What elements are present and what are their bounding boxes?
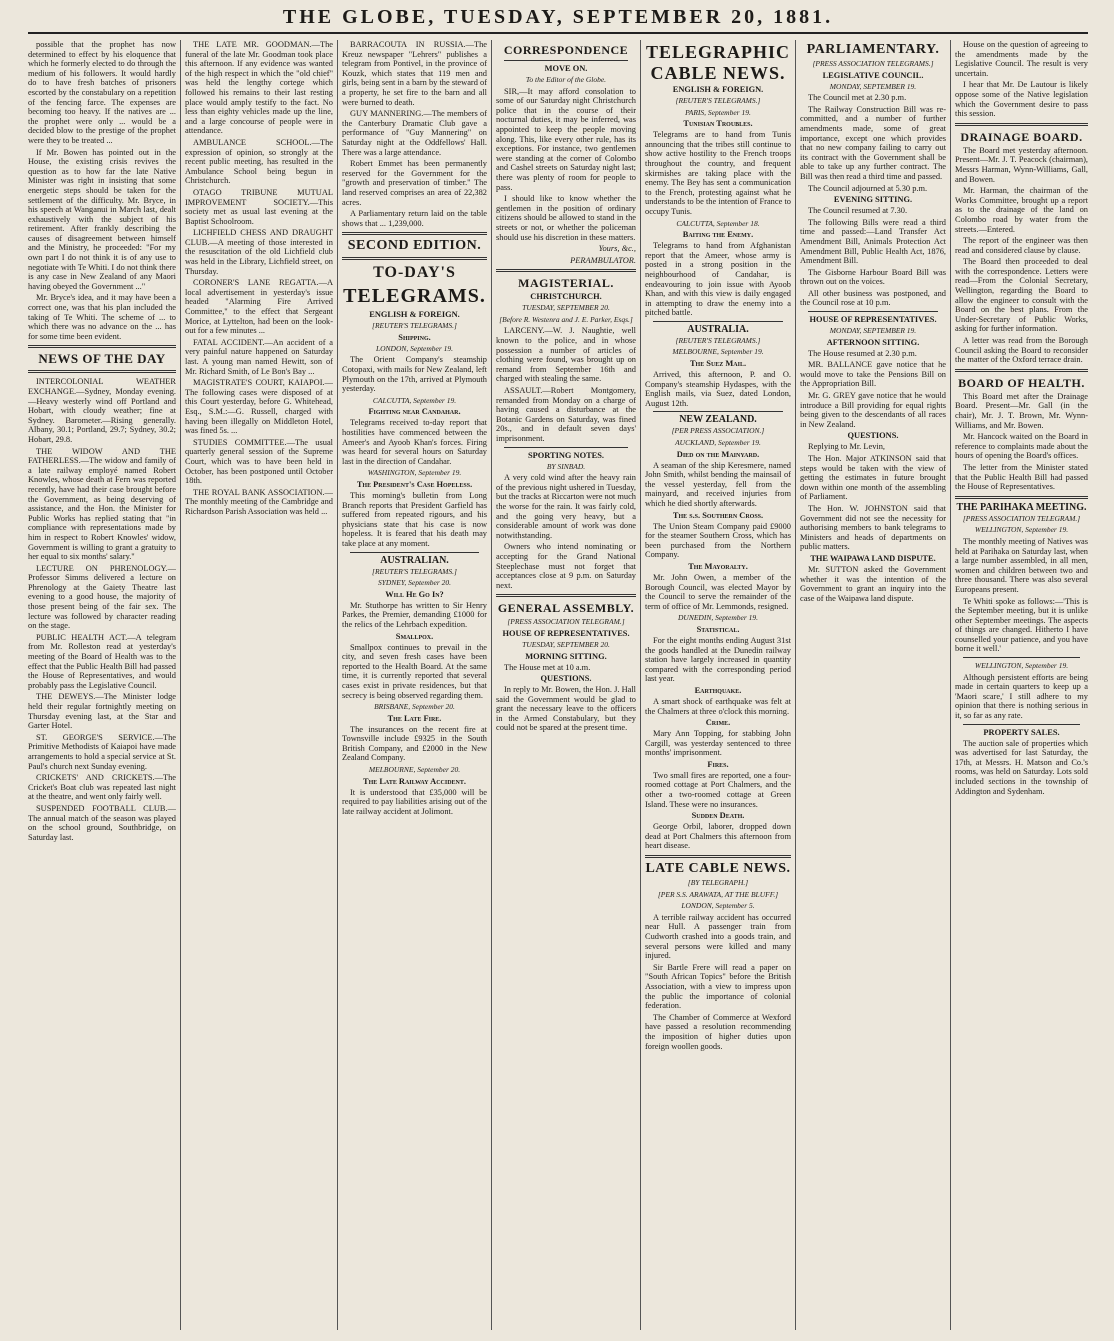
dateline: LONDON, September 5.: [681, 901, 755, 911]
column-rule: [640, 40, 641, 1330]
telegram-text: Sir Bartle Frere will read a paper on "South African Topics" before the British Association, with a view to impress upon the public the importance of colonial federation.: [645, 962, 791, 1011]
property-sales-heading: PROPERTY SALES.: [983, 727, 1060, 737]
late-cable-news-heading: LATE CABLE NEWS.: [645, 861, 791, 877]
news-of-the-day-heading: NEWS OF THE DAY: [38, 351, 166, 367]
sporting-heading: SPORTING NOTES.: [527, 450, 605, 460]
telegram-text: Telegrams received to-day report that hostilities have commenced between the Ameer's and Ayoob Khan's forces. Firing was heard for several hours on Saturday last in the direction of Candahar.: [342, 418, 487, 466]
letter-paragraph: SIR,—It may afford consolation to some of our Saturday night Christchurch police that in the course of their nocturnal duties, it may be inferred, was appointed to keep the people moving along. This, like every other rule, has its exceptions. For instance, two gentlemen were standing at the corner of Colombo and Cashel streets on Saturday night last; there was plenty of room for people to pass.: [496, 86, 636, 192]
section-rule: [955, 123, 1088, 126]
subheading: Fighting near Candahar.: [368, 407, 461, 417]
subheading: The Late Fire.: [387, 713, 442, 723]
dateline: CALCUTTA, September 18.: [676, 218, 760, 228]
parliament-text: In reply to Mr. Bowen, the Hon. J. Hall said the Government would be glad to grant the necessary leave to the officers in the Armed Constabulary, but they could not be spared at the present time.: [496, 685, 636, 733]
column-1: [28, 40, 176, 1336]
parliament-text: Mr. SUTTON asked the Government whether it was the intention of the Government to grant an inquiry into the case of the Waipawa land dispute.: [800, 564, 946, 603]
subheading: Died on the Mainyard.: [676, 449, 760, 459]
section-rule: [342, 257, 487, 260]
subheading: AFTERNOON SITTING.: [826, 337, 920, 347]
news-item: AMBULANCE SCHOOL.—The expression of opinion, so strongly at the recent public meeting, has resulted in the Ambulance School being begun in Christchurch.: [185, 137, 333, 186]
subheading: The s.s. Southern Cross.: [672, 510, 764, 520]
todays-heading: TO-DAY'S: [373, 264, 456, 282]
source-line: [REUTER'S TELEGRAMS.]: [372, 321, 457, 331]
column-rule: [337, 40, 338, 1330]
sporting-text: Owners who intend nominating or accepting for the Grand National Steeplechase must not forget that acceptances close at 9 p.m. on Saturday next.: [496, 542, 636, 590]
dateline: DUNEDIN, September 19.: [678, 613, 758, 623]
source-line: [REUTER'S TELEGRAMS.]: [675, 96, 761, 105]
divider: [653, 321, 783, 322]
bench-line: [Before R. Westenra and J. E. Parker, Esqs.]: [499, 314, 633, 324]
subheading: QUESTIONS.: [540, 674, 592, 684]
source-line: [PRESS ASSOCIATION TELEGRAM.]: [507, 617, 625, 627]
subheading: Earthquake.: [694, 685, 742, 695]
news-item: THE ROYAL BANK ASSOCIATION.—The monthly meeting of the Cambridge and Richardson Parish Association was held ...: [185, 487, 333, 516]
dateline: WASHINGTON, September 19.: [367, 468, 462, 478]
news-item: LICHFIELD CHESS AND DRAUGHT CLUB.—A meeting of those interested in the resuscitation of the old Lichfield club was held in the Library, Lichfield street, on Thursday.: [185, 228, 333, 276]
parliamentary-heading: PARLIAMENTARY.: [806, 42, 940, 57]
news-item: MAGISTRATE'S COURT, KAIAPOI.—The following cases were disposed of at this Court yesterday, before G. Whitehead, Esq., S.M.:—G. Russell, charged with having been illegally on Middleton Hotel, was fined 5s. ...: [185, 378, 333, 436]
subheading: Crime.: [705, 718, 731, 728]
parliament-text: The Council resumed at 7.30.: [808, 206, 908, 216]
telegram-text: Mary Ann Topping, for stabbing John Cargill, was yesterday sentenced to three months' imprisonment.: [645, 729, 791, 758]
divider: [504, 447, 628, 448]
source-line: [PER S.S. ARAWATA, AT THE BLUFF.]: [657, 889, 779, 899]
masthead-rule: [28, 32, 1088, 34]
telegram-text: The Orient Company's steamship Cotopaxi, with mails for New Zealand, left Plymouth on the 17th, arrived at Plymouth yesterday.: [342, 355, 487, 394]
cable-news-heading: CABLE NEWS.: [650, 63, 786, 83]
dateline: MONDAY, SEPTEMBER 19.: [829, 326, 917, 336]
news-item: OTAGO TRIBUNE MUTUAL IMPROVEMENT SOCIETY.—This society met as usual last evening at the Baptist Schoolroom.: [185, 187, 333, 226]
article-paragraph: Although persistent efforts are being made in certain quarters to keep up a 'Maori scare,' I still adhere to my opinion that there is nothing serious in it, so far as any rate.: [955, 672, 1088, 721]
divider: [808, 311, 938, 312]
telegram-text: George Orbil, laborer, dropped down dead at Port Chalmers this afternoon from heart disease.: [645, 822, 791, 851]
subheading: The President's Case Hopeless.: [356, 480, 473, 489]
telegram-text: This morning's bulletin from Long Branch reports that President Garfield has suffered from repeated rigours, and his physicians state that his case is now hopeless. It is feared that his death may take place at any moment.: [342, 491, 487, 548]
parliament-text: The Council adjourned at 5.30 p.m.: [808, 183, 928, 193]
parliament-text: The Council met at 2.30 p.m.: [808, 93, 907, 103]
subheading: THE WAIPAWA LAND DISPUTE.: [810, 553, 936, 563]
news-item: THE WIDOW AND THE FATHERLESS.—The widow and family of a late railway employé named Robert Knowles, whose death at Fern was reported recently, have had their case brought before the Government, as being deserving of assistance, and the Hon. the Minister for Public Works has replied stating that "in compliance with representations made by him in respect to Robert Knowles' widow, Government is willing to grant a gratuity to her equal to six months' salary.": [28, 446, 176, 562]
correspondence-heading: CORRESPONDENCE: [503, 43, 629, 57]
telegram-text: A terrible railway accident has occurred near Hull. A passenger train from Cudworth crashed into a goods train, and several persons were killed and many injured.: [645, 912, 791, 961]
sporting-text: A very cold wind after the heavy rain of the previous night ushered in Tuesday, but the tracks at Riccarton were not much the worse for the rain. It was fairly cold, and the going very heavy, but a considerable amount of work was done notwithstanding.: [496, 473, 636, 540]
source-line: [PER PRESS ASSOCIATION.]: [671, 426, 765, 436]
subheading: Statistical.: [696, 624, 740, 634]
divider: [963, 657, 1080, 658]
section-rule: [496, 594, 636, 597]
telegrams-heading: TELEGRAMS.: [343, 285, 486, 308]
news-item: Robert Emmet has been permanently reserved for the Government for the "growth and preservation of timber." The land reserved comprises an area of 22,382 acres.: [342, 159, 487, 207]
parliament-text: The following Bills were read a third time and passed:—Land Transfer Act Amendment Bill, Animals Protection Act Amendment Bill, Public Health Act, 1876, Amendment Bill.: [800, 217, 946, 266]
parliament-text: Replying to Mr. Levin,: [808, 442, 885, 452]
telegram-text: Mr. Stuthorpe has written to Sir Henry Parkes, the Premier, demanding £1000 for the relics of the Lehrbach expedition.: [342, 600, 487, 629]
dateline: BRISBANE, September 20.: [374, 702, 455, 712]
subheading: QUESTIONS.: [847, 431, 899, 441]
news-item: LECTURE ON PHRENOLOGY.—Professor Simms delivered a lecture on Phrenology at the Gaiety Theatre last evening to a good house, the majority of those present being of the fair sex. The lecture was followed by character reading on the stage.: [28, 563, 176, 631]
telegram-text: The insurances on the recent fire at Townsville include £9325 in the South British Company, and £2000 in the New Zealand Company.: [342, 724, 487, 763]
dateline: WELLINGTON, September 19.: [974, 661, 1069, 671]
general-assembly-heading: GENERAL ASSEMBLY.: [497, 601, 635, 616]
dateline: MONDAY, SEPTEMBER 19.: [829, 81, 917, 91]
article-paragraph: possible that the prophet has now determined to effect by his eloquence that which he formerly elected to do through the medium of his followers. It would hardly do to have fresh batches of prisoners escorted by the constabulary on a repetition of the fencing farce. The expenses are becoming too heavy. If the natives are ... the prophet were only ... would be a decided blow to the prestige of the prophet were they to be treated ...: [28, 40, 176, 145]
board-report: The report of the engineer was then read and considered clause by clause.: [955, 236, 1088, 255]
subheading: Sudden Death.: [691, 811, 745, 821]
letter-paragraph: I should like to know whether the gentlemen in the position of ordinary citizens should be allowed to stand in the streets or not, or whether the policeman should use his discretion in these matters.: [496, 194, 636, 242]
parihaka-heading: THE PARIHAKA MEETING.: [956, 501, 1087, 513]
column-2: [185, 40, 333, 1336]
telegram-text: The Chamber of Commerce at Wexford have passed a resolution recommending the imposition of higher duties upon foreign woollen goods.: [645, 1012, 791, 1051]
news-item: BARRACOUTA IN RUSSIA.—The Kreuz newspaper "Lehrers" publishes a telegram from Pontivel, in the province of Kouzk, which states that 119 men and girls, being sent in a barn by the steward of a property, he set fire to the barn and all were burned to death.: [342, 40, 487, 107]
subheading: EVENING SITTING.: [833, 195, 913, 205]
article-paragraph: Mr. Bryce's idea, and it may have been a correct one, was that his plan included the taking of Te Whiti. The scheme of ... to which there was no advance on the ... has for some time been evident.: [28, 293, 176, 341]
parliament-text: The Railway Construction Bill was re-committed, and a number of further amendments made, some of great importance, except one which provides that no new company failing to carry out its contract with the Government shall be able to take up any further contract. The Bill was then read a third time and passed.: [800, 104, 946, 181]
dateline: LONDON, September 19.: [375, 343, 454, 353]
telegraphic-heading: TELEGRAPHIC: [645, 42, 791, 62]
news-item: THE LATE MR. GOODMAN.—The funeral of the late Mr. Goodman took place this afternoon. If any evidence was wanted of the high respect in which the "old chief" was held the lengthy cortege which followed his remains to their last resting place would amply testify to the fact. No less than eighty vehicles made up the line, and a large concourse of people were in attendance.: [185, 40, 333, 136]
subheading: The Late Railway Accident.: [363, 776, 466, 786]
divider: [350, 552, 479, 553]
drainage-board-heading: DRAINAGE BOARD.: [960, 129, 1083, 144]
board-report: Mr. Harman, the chairman of the Works Committee, brought up a report as to the drainage of the land on Colombo road by water from the streets.—Entered.: [955, 186, 1088, 234]
salutation: To the Editor of the Globe.: [525, 75, 607, 84]
news-item: ST. GEORGE'S SERVICE.—The Primitive Methodists of Kaiapoi have made arrangements to hold a special service at St. Paul's church next Sunday evening.: [28, 732, 176, 771]
telegram-text: Two small fires are reported, one a four-roomed cottage at Port Chalmers, and the other a two-roomed cottage at Green Island. These were no insurances.: [645, 770, 791, 809]
subheading: Tunisian Troubles.: [683, 119, 753, 129]
board-report: The Board then proceeded to deal with the correspondence. Letters were read—From the Colonial Secretary, Wellington, regarding the Board to allow the engineer to consult with the Board on the best plans. From the Under-Secretary of Public Works, asking for further information.: [955, 257, 1088, 334]
column-rule: [950, 40, 951, 1330]
section-rule: [645, 855, 791, 858]
telegram-text: Telegrams to hand from Afghanistan report that the Ameer, whose army is posted in a strong position in the neighbourhood of Candahar, is endeavouring to join issue with Ayoob Khan, and with this view is daily engaged in attempting to draw the enemy into a pitched battle.: [645, 241, 791, 318]
telegram-text: Mr. John Owen, a member of the Borough Council, was elected Mayor by the Council to serve the remainder of the term of office of Mr. Lemmonds, resigned.: [645, 572, 791, 611]
telegram-text: The Union Steam Company paid £9000 for the steamer Southern Cross, which has been purchased from the Northern Company.: [645, 521, 791, 560]
news-item: GUY MANNERING.—The members of the Canterbury Dramatic Club gave a performance of "Guy Mannering" on Saturday night at the Oddfellows' Hall. There was a large attendance.: [342, 109, 487, 157]
article-paragraph: The monthly meeting of Natives was held at Parihaka on Saturday last, when a large number assembled, in all men, women and children between two and three thousand. There was also several Europeans present.: [955, 536, 1088, 594]
section-rule: [28, 345, 176, 348]
article-paragraph: House on the question of agreeing to the amendments made by the Legislative Council. The result is very uncertain.: [955, 40, 1088, 78]
dateline: CALCUTTA, September 19.: [372, 395, 457, 405]
column-7: [955, 40, 1088, 1336]
board-report: This Board met after the Drainage Board. Present—Mr. Gall (in the chair), Mr. J. T. Brown, Mr. Wynn-Williams, and Mr. Bowen.: [955, 391, 1088, 430]
telegram-text: A smart shock of earthquake was felt at the Chalmers at three o'clock this morning.: [645, 696, 791, 716]
news-item: CORONER'S LANE REGATTA.—A local advertisement in yesterday's issue headed "Alarming Fire Arrived Committee," to the effect that Sergeant Morice, at Lyttelton, had been on the look-out for a few minutes ...: [185, 278, 333, 336]
parliament-text: MR. BALLANCE gave notice that he would move to take the Pensions Bill on the Appropriation Bill.: [800, 360, 946, 389]
source-line: [BY TELEGRAPH.]: [687, 878, 749, 888]
section-rule: [342, 232, 487, 235]
subheading: MOVE ON.: [544, 64, 588, 73]
dateline: SYDNEY, September 20.: [377, 578, 452, 588]
article-paragraph: The auction sale of properties which was advertised for last Saturday, the 17th, at Messrs. H. Matson and Co.'s rooms, was held on Saturday. Lots sold included sections in the township of Addington and Sydenham.: [955, 738, 1088, 796]
parliament-text: The Hon. Major ATKINSON said that steps would be taken with the view of getting the estimates in future brought down within one month of the assembling of Parliament.: [800, 454, 946, 502]
court-report: LARCENY.—W. J. Naughtie, well known to the police, and in whose possession a number of articles of clothing were found, was brought up on remand from September 16th and charged with stealing the same.: [496, 326, 636, 384]
english-foreign-heading: ENGLISH & FOREIGN.: [672, 85, 764, 94]
subheading: The Suez Mail.: [689, 359, 747, 369]
subheading: Baiting the Enemy.: [682, 230, 754, 240]
board-report: The letter from the Minister stated that the Public Health Bill had passed the House of Representatives.: [955, 462, 1088, 492]
section-rule: [28, 370, 176, 373]
dateline: AUCKLAND, September 19.: [675, 438, 761, 448]
english-foreign-heading: ENGLISH & FOREIGN.: [369, 310, 460, 320]
subheading: LEGISLATIVE COUNCIL.: [822, 70, 924, 80]
dateline: PARIS, September 19.: [685, 107, 751, 117]
dateline: MELBOURNE, September 19.: [672, 347, 764, 357]
parliament-text: All other business was postponed, and the Council rose at 10 p.m.: [800, 288, 946, 308]
article-paragraph: Te Whiti spoke as follows:—'This is the September meeting, but it is unlike other September meetings. The aspects of things are changed. Hitherto I have counselled your patience, and you have borne it well.': [955, 596, 1088, 654]
column-rule: [491, 40, 492, 1330]
board-report: Mr. Hancock waited on the Board in reference to complaints made about the hours of opening the Board's offices.: [955, 432, 1088, 461]
news-item: PUBLIC HEALTH ACT.—A telegram from Mr. Rolleston read at yesterday's meeting of the Board of Health was to the effect that the Public Health Bill had passed the House of Representatives, and would probably pass the Legislative Council.: [28, 632, 176, 690]
column-rule: [180, 40, 181, 1330]
news-item: STUDIES COMMITTEE.—The usual quarterly general session of the Supreme Court, which was to have been held in October, has been postponed until October 18th.: [185, 437, 333, 486]
dateline: WELLINGTON, September 19.: [974, 525, 1069, 535]
section-rule: [496, 269, 636, 272]
dateline: TUESDAY, SEPTEMBER 20.: [522, 303, 610, 313]
telegram-text: It is understood that £35,000 will be required to pay liabilities arising out of the late railway accident at Jolimont.: [342, 787, 487, 816]
column-6: [800, 40, 946, 1336]
article-paragraph: I hear that Mr. De Lautour is likely oppose some of the Native legislation which the Government desire to pass this session.: [955, 80, 1088, 119]
source-line: [REUTER'S TELEGRAMS.]: [675, 335, 761, 345]
parliament-text: The House resumed at 2.30 p.m.: [808, 348, 917, 358]
second-edition-heading: SECOND EDITION.: [347, 238, 482, 254]
subheading: HOUSE OF REPRESENTATIVES.: [502, 628, 630, 638]
news-item: FATAL ACCIDENT.—An accident of a very painful nature happened on Saturday last. A young man named Hewitt, son of Mr. Richard Smith, of Le Bon's Bay ...: [185, 337, 333, 376]
parliament-text: The Gisborne Harbour Board Bill was thrown out on the voices.: [800, 267, 946, 287]
news-item: A Parliamentary return laid on the table shows that ... 1,239,000.: [342, 209, 487, 228]
parliament-text: The Hon. W. JOHNSTON said that Government did not see the necessity for authorising members to bank telegrams to Ministers and heads of departments on public matters.: [800, 503, 946, 552]
subheading: Fires.: [707, 759, 729, 769]
news-item: SUSPENDED FOOTBALL CLUB.—The annual match of the season was played on the school ground, Southbridge, on Saturday last.: [28, 803, 176, 842]
news-item: INTERCOLONIAL WEATHER EXCHANGE.—Sydney, Monday evening.—Heavy westerly wind off Portland and Hobart, with cloudy weather; fine at Sydney. Barometer.—Rising generally. Albany, 30.1; Portland, 29.7; Sydney, 30.2; Hobart, 29.8.: [28, 377, 176, 444]
subheading: Smallpox.: [395, 631, 434, 641]
parliament-text: Mr. G. GREY gave notice that he would introduce a Bill providing for equal rights being given to the descendants of all races in New Zealand.: [800, 391, 946, 429]
signature: PERAMBULATOR.: [570, 255, 636, 265]
news-item: THE DEWEYS.—The Minister lodge held their regular fortnightly meeting on Thursday evening last, at the Star and Garter Hotel.: [28, 692, 176, 731]
news-item: CRICKETS' AND CRICKETS.—The Cricket's Boat club was repeated last night at the theatre, and went only fairly well.: [28, 773, 176, 802]
section-rule: [955, 496, 1088, 499]
telegram-text: For the eight months ending August 31st the goods handled at the Dunedin railway station have largely increased in quantity compared with the corresponding period last year.: [645, 635, 791, 684]
board-of-health-heading: BOARD OF HEALTH.: [958, 375, 1085, 390]
telegram-text: Telegrams are to hand from Tunis announcing that the tribes still continue to show active hostility to the French troops throughout the country, and frequent skirmishes are taking place with the enemy. The Bey has sent a communication to the French, protesting against what he understands to be the intention of France to occupy Tunis.: [645, 130, 791, 216]
masthead: THE GLOBE, TUESDAY, SEPTEMBER 20, 1881.: [282, 6, 834, 28]
byline: BY SINBAD.: [546, 461, 586, 471]
source-line: [PRESS ASSOCIATION TELEGRAMS.]: [812, 59, 934, 68]
signature: Yours, &c.,: [598, 244, 636, 254]
new-zealand-heading: NEW ZEALAND.: [679, 414, 757, 426]
parliament-text: The House met at 10 a.m.: [504, 662, 591, 672]
board-report: The Board met yesterday afternoon. Present—Mr. J. T. Peacock (chairman), Messrs Harman, Wynn-Williams, Gall, and Bowen.: [955, 145, 1088, 184]
subheading: Shipping.: [398, 332, 431, 342]
article-paragraph: If Mr. Bowen has pointed out in the House, the existing crisis revives the question as to how far the late Native Minister was right in insisting that some energetic steps should be taken for the settlement of the difficulty. Mr. Bryce, in his speech at Wanganui in March last, dealt exhaustively with the subject of his retirement. After frankly describing the causes of disagreement between himself and the Ministry, he proceeded: "For my own part I do not think it is of any use to negotiate with Te Whiti. I do not think there is any case in New Zealand of any Maori having obeyed the Government ...": [28, 147, 176, 291]
source-line: [REUTER'S TELEGRAMS.]: [372, 566, 457, 576]
australian-heading: AUSTRALIAN.: [380, 554, 449, 566]
subheading: Will He Go In?: [385, 589, 444, 599]
subheading: MORNING SITTING.: [525, 651, 607, 661]
telegram-text: Smallpox continues to prevail in the city, and seven fresh cases have been reported to the Health Board. At the same time, it is currently reported that several cases exist in private residences, but that secrecy is being observed regarding them.: [342, 642, 487, 700]
column-4: [496, 40, 636, 1336]
divider: [504, 60, 628, 61]
column-3: [342, 40, 487, 1336]
telegram-text: Arrived, this afternoon, P. and O. Company's steamship Hydaspes, with the English mails, via Suez, dated London, August 12th.: [645, 370, 791, 408]
court-report: ASSAULT.—Robert Montgomery, remanded from Monday on a charge of having caused a disturbance at the Botanic Gardens on Saturday, was fined 20s., and in default seven days' imprisonment.: [496, 386, 636, 443]
board-report: A letter was read from the Borough Council asking the Board to reconsider the matter of the Oxford terrace drain.: [955, 336, 1088, 365]
column-5: [645, 40, 791, 1336]
dateline: TUESDAY, SEPTEMBER 20.: [522, 639, 610, 649]
subheading: The Mayoralty.: [688, 561, 748, 571]
telegram-text: A seaman of the ship Keresmere, named John Smith, whilst bending the mainsail of the vessel yesterday, fell from the mainyard, and received injuries from which he died shortly afterwards.: [645, 460, 791, 508]
subheading: HOUSE OF REPRESENTATIVES.: [809, 315, 937, 325]
column-rule: [795, 40, 796, 1330]
section-rule: [955, 369, 1088, 372]
divider: [963, 724, 1080, 725]
magisterial-heading: MAGISTERIAL.: [518, 276, 614, 291]
divider: [653, 411, 783, 412]
source-line: [PRESS ASSOCIATION TELEGRAM.]: [962, 513, 1081, 523]
australia-heading: AUSTRALIA.: [687, 323, 749, 335]
subheading: CHRISTCHURCH.: [530, 292, 602, 302]
dateline: MELBOURNE, September 20.: [368, 765, 461, 775]
